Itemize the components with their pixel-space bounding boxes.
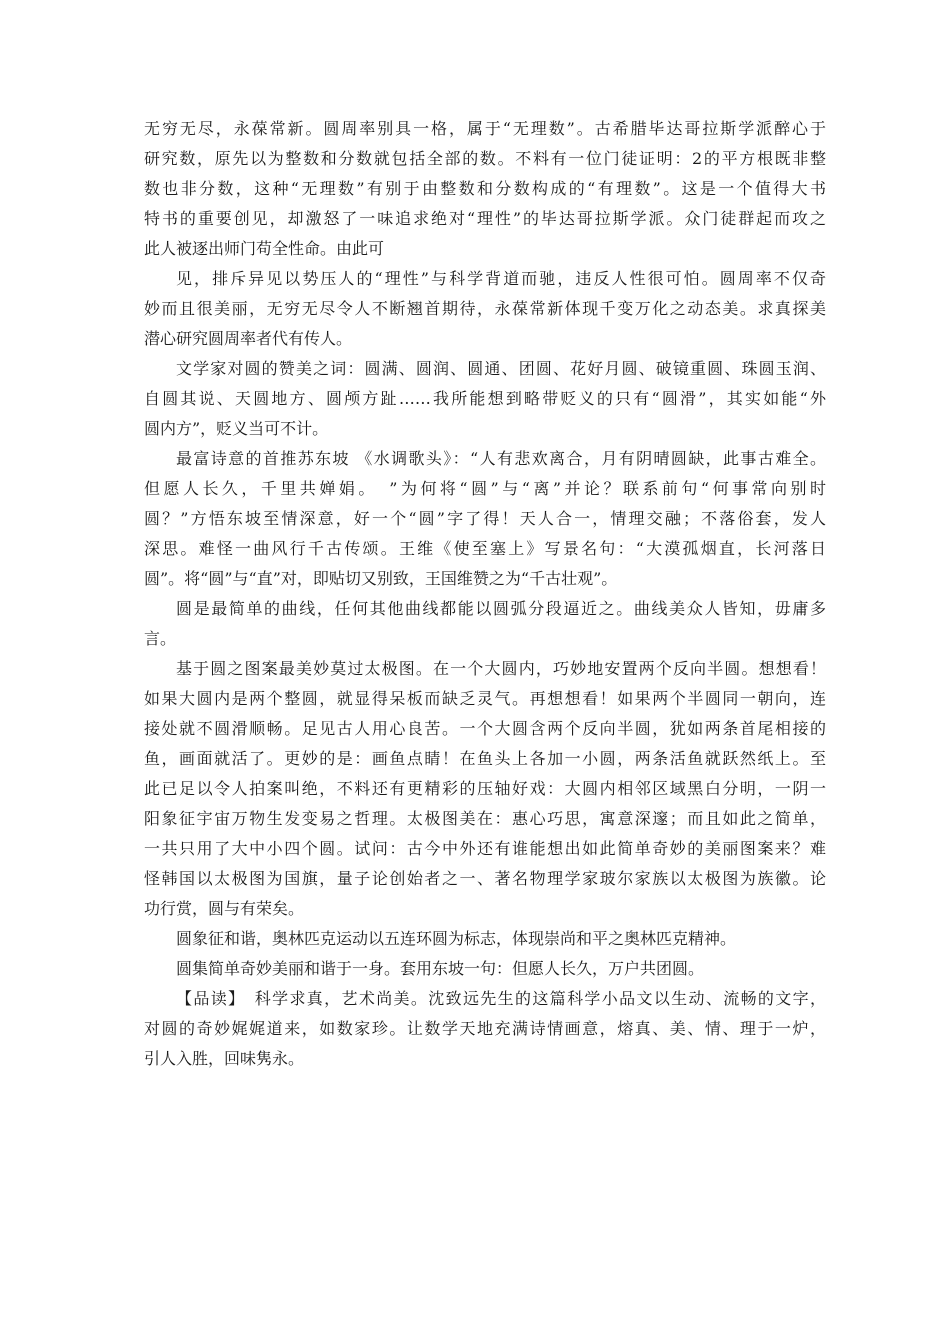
text-line: 此人被逐出师门苟全性命。由此可 [144, 239, 385, 258]
paragraph [144, 444, 826, 594]
text-line: 一共只用了大中小四个圆。试问：古今中外还有谁能想出如此简单奇妙的美丽图案来？难 [144, 839, 826, 858]
text-line: 圆内方”，贬义当可不计。 [144, 419, 329, 438]
text-line: 【品读】 科学求真，艺术尚美。沈致远先生的这篇科学小品文以生动、流畅的文字， [176, 989, 826, 1008]
text-line: 文学家对圆的赞美之词：圆满、圆润、圆通、团圆、花好月圆、破镜重圆、珠圆玉润、 [176, 359, 826, 378]
text-line: 深思。难怪一曲风行千古传颂。王维《使至塞上》写景名句：“大漠孤烟直，长河落日 [144, 539, 826, 558]
paragraph [144, 264, 826, 354]
text-line: 圆集简单奇妙美丽和谐于一身。套用东坡一句：但愿人长久，万户共团圆。 [176, 959, 705, 978]
text-line: 接处就不圆滑顺畅。足见古人用心良苦。一个大圆含两个反向半圆，犹如两条首尾相接的 [144, 719, 826, 738]
text-line: 自圆其说、天圆地方、圆颅方趾……我所能想到略带贬义的只有“圆滑”，其实如能“外 [144, 389, 826, 408]
text-line: 特书的重要创见，却激怒了一味追求绝对“理性”的毕达哥拉斯学派。众门徒群起而攻之 [144, 209, 826, 228]
text-line: 基于圆之图案最美妙莫过太极图。在一个大圆内，巧妙地安置两个反向半圆。想想看！ [176, 659, 826, 678]
paragraph [144, 654, 826, 924]
text-line: 如果大圆内是两个整圆，就显得呆板而缺乏灵气。再想想看！如果两个半圆同一朝向，连 [144, 689, 826, 708]
text-line: 圆”。将“圆”与“直”对，即贴切又别致，王国维赞之为“千古壮观”。 [144, 569, 618, 588]
text-line: 阳象征宇宙万物生发变易之哲理。太极图美在：惠心巧思，寓意深邃；而且如此之简单， [144, 809, 826, 828]
text-line: 研究数，原先以为整数和分数就包括全部的数。不料有一位门徒证明：2的平方根既非整 [144, 149, 826, 168]
text-line: 数也非分数，这种“无理数”有别于由整数和分数构成的“有理数”。这是一个值得大书 [144, 179, 826, 198]
text-line: 言。 [144, 629, 177, 648]
text-line: 对圆的奇妙娓娓道来，如数家珍。让数学天地充满诗情画意，熔真、美、情、理于一炉， [144, 1019, 826, 1038]
text-line: 妙而且很美丽，无穷无尽令人不断翘首期待，永葆常新体现千变万化之动态美。求真探美 [144, 299, 826, 318]
text-line: 无穷无尽，永葆常新。圆周率别具一格，属于“无理数”。古希腊毕达哥拉斯学派醉心于 [144, 119, 826, 138]
text-line: 圆象征和谐，奥林匹克运动以五连环圆为标志，体现崇尚和平之奥林匹克精神。 [176, 929, 737, 948]
document-body [144, 114, 826, 1074]
text-line: 潜心研究圆周率者代有传人。 [144, 329, 353, 348]
text-line: 鱼，画面就活了。更妙的是：画鱼点睛！在鱼头上各加一小圆，两条活鱼就跃然纸上。至 [144, 749, 826, 768]
text-line: 但愿人长久，千里共婵娟。 ”为何将“圆”与“离”并论？联系前句“何事常向别时 [144, 479, 826, 498]
text-line: 怪韩国以太极图为国旗，量子论创始者之一、著名物理学家玻尔家族以太极图为族徽。论 [144, 869, 826, 888]
paragraph [144, 114, 826, 264]
text-line: 最富诗意的首推苏东坡 《水调歌头》：“人有悲欢离合，月有阴晴圆缺，此事古难全。 [176, 449, 826, 468]
text-line: 圆是最简单的曲线，任何其他曲线都能以圆弧分段逼近之。曲线美众人皆知，毋庸多 [176, 599, 826, 618]
text-line: 引人入胜，回味隽永。 [144, 1049, 305, 1068]
paragraph [144, 954, 826, 984]
text-line: 功行赏，圆与有荣矣。 [144, 899, 305, 918]
paragraph [144, 924, 826, 954]
text-line: 此已足以令人拍案叫绝，不料还有更精彩的压轴好戏：大圆内相邻区域黑白分明，一阴一 [144, 779, 826, 798]
paragraph [144, 594, 826, 654]
paragraph [144, 354, 826, 444]
text-line: 圆？”方悟东坡至情深意，好一个“圆”字了得！天人合一，情理交融；不落俗套，发人 [144, 509, 826, 528]
text-line: 见，排斥异见以势压人的“理性”与科学背道而驰，违反人性很可怕。圆周率不仅奇 [176, 269, 826, 288]
paragraph [144, 984, 826, 1074]
